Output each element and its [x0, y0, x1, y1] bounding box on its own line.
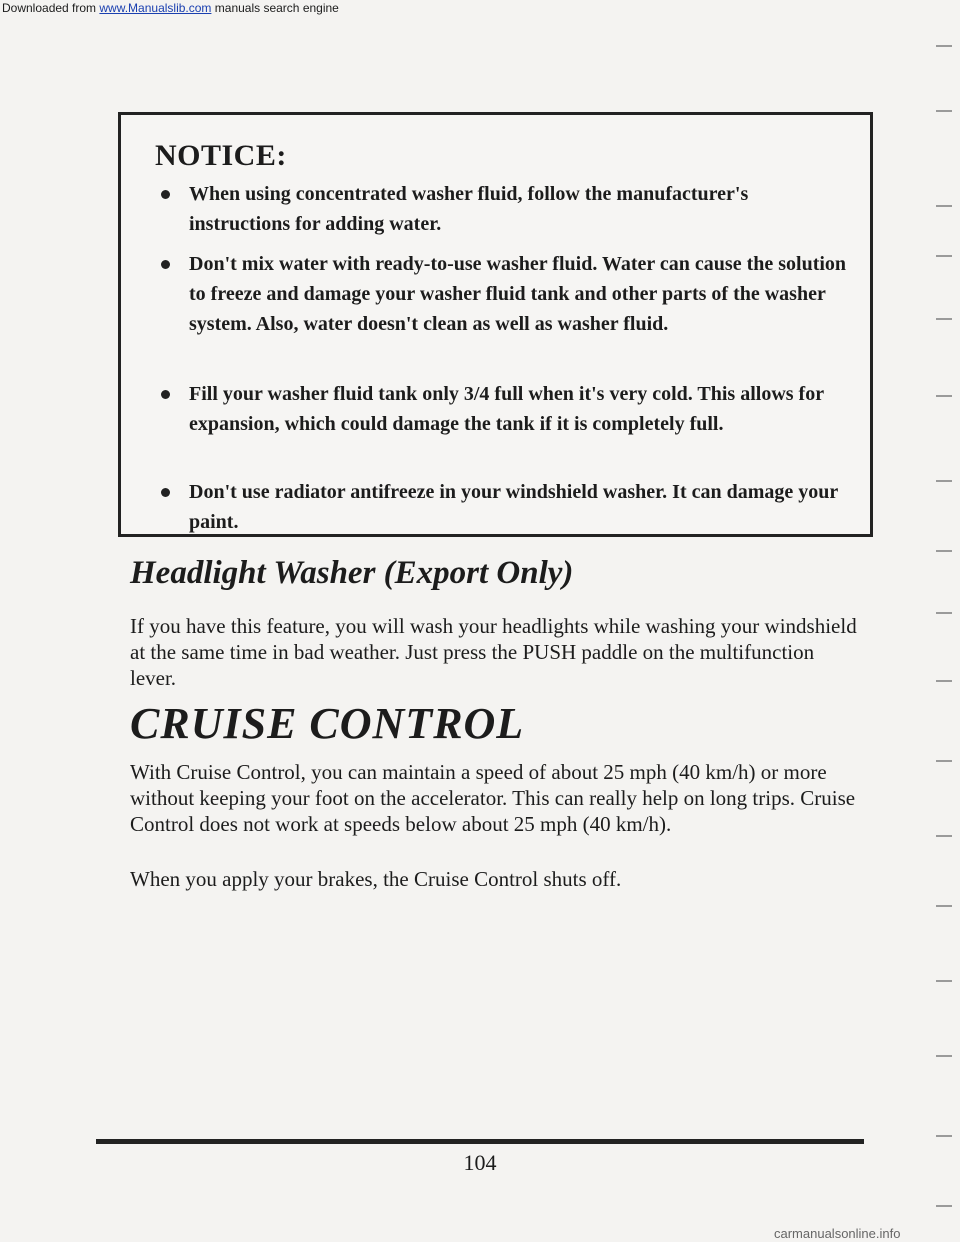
- page-number: 104: [463, 1150, 497, 1175]
- footer-rule: [96, 1139, 864, 1144]
- bullet-icon: [161, 390, 170, 399]
- header-prefix: Downloaded from: [2, 1, 100, 15]
- edge-mark: [936, 45, 952, 47]
- notice-box: [118, 112, 873, 537]
- edge-mark: [936, 612, 952, 614]
- header-suffix: manuals search engine: [211, 1, 339, 15]
- page-edge-marks: [930, 0, 960, 1242]
- edge-mark: [936, 1135, 952, 1137]
- bullet-icon: [161, 488, 170, 497]
- edge-mark: [936, 1055, 952, 1057]
- notice-title: NOTICE:: [155, 139, 287, 172]
- notice-item-text: Don't use radiator antifreeze in your windshield washer. It can damage your paint.: [189, 481, 838, 533]
- cruise-control-paragraph-2: When you apply your brakes, the Cruise Control shuts off.: [130, 867, 622, 891]
- cruise-control-heading: CRUISE CONTROL: [130, 699, 525, 748]
- bullet-icon: [161, 260, 170, 269]
- edge-mark: [936, 110, 952, 112]
- edge-mark: [936, 835, 952, 837]
- notice-item-text: Fill your washer fluid tank only 3/4 full when it's very cold. This allows for expansion, which could damage the tank if it is completely full.: [189, 383, 824, 435]
- notice-item-text: When using concentrated washer fluid, follow the manufacturer's instructions for adding water.: [189, 183, 749, 235]
- bullet-icon: [161, 190, 170, 199]
- edge-mark: [936, 760, 952, 762]
- edge-mark: [936, 255, 952, 257]
- edge-mark: [936, 395, 952, 397]
- edge-mark: [936, 480, 952, 482]
- edge-mark: [936, 550, 952, 552]
- manualslib-link[interactable]: www.Manualslib.com: [99, 1, 212, 15]
- edge-mark: [936, 980, 952, 982]
- cruise-control-paragraph-1: With Cruise Control, you can maintain a speed of about 25 mph (40 km/h) or more without keeping your foot on the accelerator. This can really help on long trips. Cruise Control does not work at speeds below about 25 mph (40 km/h).: [130, 760, 856, 836]
- edge-mark: [936, 680, 952, 682]
- edge-mark: [936, 905, 952, 907]
- download-header: [0, 0, 960, 18]
- edge-mark: [936, 205, 952, 207]
- headlight-washer-heading: Headlight Washer (Export Only): [130, 555, 574, 591]
- watermark: carmanualsonline.info: [774, 1226, 901, 1241]
- notice-item-text: Don't mix water with ready-to-use washer fluid. Water can cause the solution to freeze and damage your washer fluid tank and other parts of the washer system. Also, water doesn't clean as well as washer fluid.: [189, 253, 847, 335]
- headlight-washer-text: If you have this feature, you will wash your headlights while washing your windshield at the same time in bad weather. Just press the PUSH paddle on the multifunction lever.: [130, 614, 857, 690]
- edge-mark: [936, 318, 952, 320]
- edge-mark: [936, 1205, 952, 1207]
